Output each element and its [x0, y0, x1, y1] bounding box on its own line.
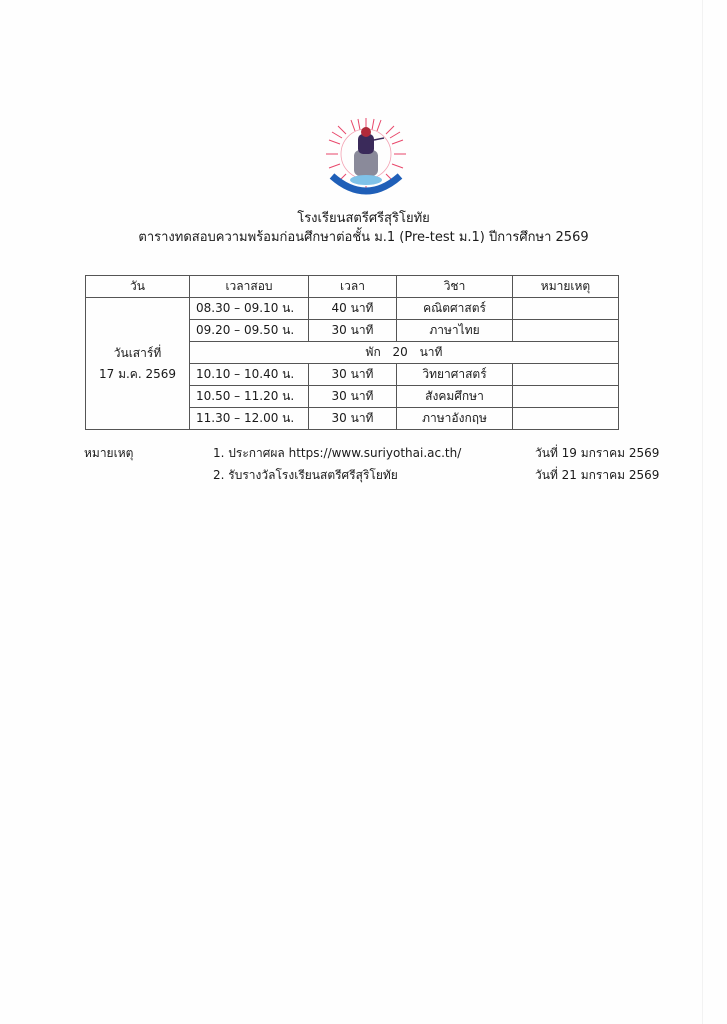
exam-time: 10.10 – 10.40 น.: [190, 364, 309, 386]
exam-subject: ภาษาอังกฤษ: [397, 408, 513, 430]
exam-subject: ภาษาไทย: [397, 320, 513, 342]
note-date: วันที่ 19 มกราคม 2569: [535, 446, 660, 460]
exam-remark: [513, 386, 619, 408]
exam-time: 09.20 – 09.50 น.: [190, 320, 309, 342]
note-text: 1. ประกาศผล https://www.suriyothai.ac.th/: [213, 446, 462, 460]
document-title: ตารางทดสอบความพร้อมก่อนศึกษาต่อชั้น ม.1 (Pre-test ม.1) ปีการศึกษา 2569: [138, 230, 589, 245]
exam-duration: 30 นาที: [309, 320, 397, 342]
exam-time: 08.30 – 09.10 น.: [190, 298, 309, 320]
exam-remark: [513, 298, 619, 320]
exam-schedule-table: [85, 275, 619, 430]
exam-duration: 30 นาที: [309, 364, 397, 386]
note-item: [213, 464, 398, 486]
exam-time: 11.30 – 12.00 น.: [190, 408, 309, 430]
exam-time: 10.50 – 11.20 น.: [190, 386, 309, 408]
school-emblem-svg: [318, 110, 414, 206]
table-header-row: [86, 276, 619, 298]
school-name: โรงเรียนสตรีศรีสุริโยทัย: [297, 211, 430, 226]
header-duration: เวลา: [309, 276, 397, 298]
header-subject: วิชา: [397, 276, 513, 298]
day-line-1: วันเสาร์ที่: [113, 345, 162, 360]
note-item: [213, 442, 461, 464]
day-line-2: 17 ม.ค. 2569: [98, 366, 176, 381]
exam-remark: [513, 364, 619, 386]
exam-subject: คณิตศาสตร์: [397, 298, 513, 320]
scan-edge: [702, 0, 703, 1024]
day-cell: [86, 298, 190, 430]
notes-label: หมายเหตุ: [84, 446, 134, 460]
exam-duration: 30 นาที: [309, 408, 397, 430]
table-row: [86, 298, 619, 320]
exam-duration: 40 นาที: [309, 298, 397, 320]
note-date: วันที่ 21 มกราคม 2569: [535, 468, 660, 482]
break-cell: พัก 20 นาที: [190, 342, 619, 364]
exam-duration: 30 นาที: [309, 386, 397, 408]
school-emblem-icon: [318, 110, 414, 206]
exam-subject: สังคมศึกษา: [397, 386, 513, 408]
header-day: วัน: [86, 276, 190, 298]
exam-remark: [513, 320, 619, 342]
exam-subject: วิทยาศาสตร์: [397, 364, 513, 386]
header-remarks: หมายเหตุ: [513, 276, 619, 298]
note-text: 2. รับรางวัลโรงเรียนสตรีศรีสุริโยทัย: [213, 468, 398, 482]
header-exam-time: เวลาสอบ: [190, 276, 309, 298]
exam-remark: [513, 408, 619, 430]
